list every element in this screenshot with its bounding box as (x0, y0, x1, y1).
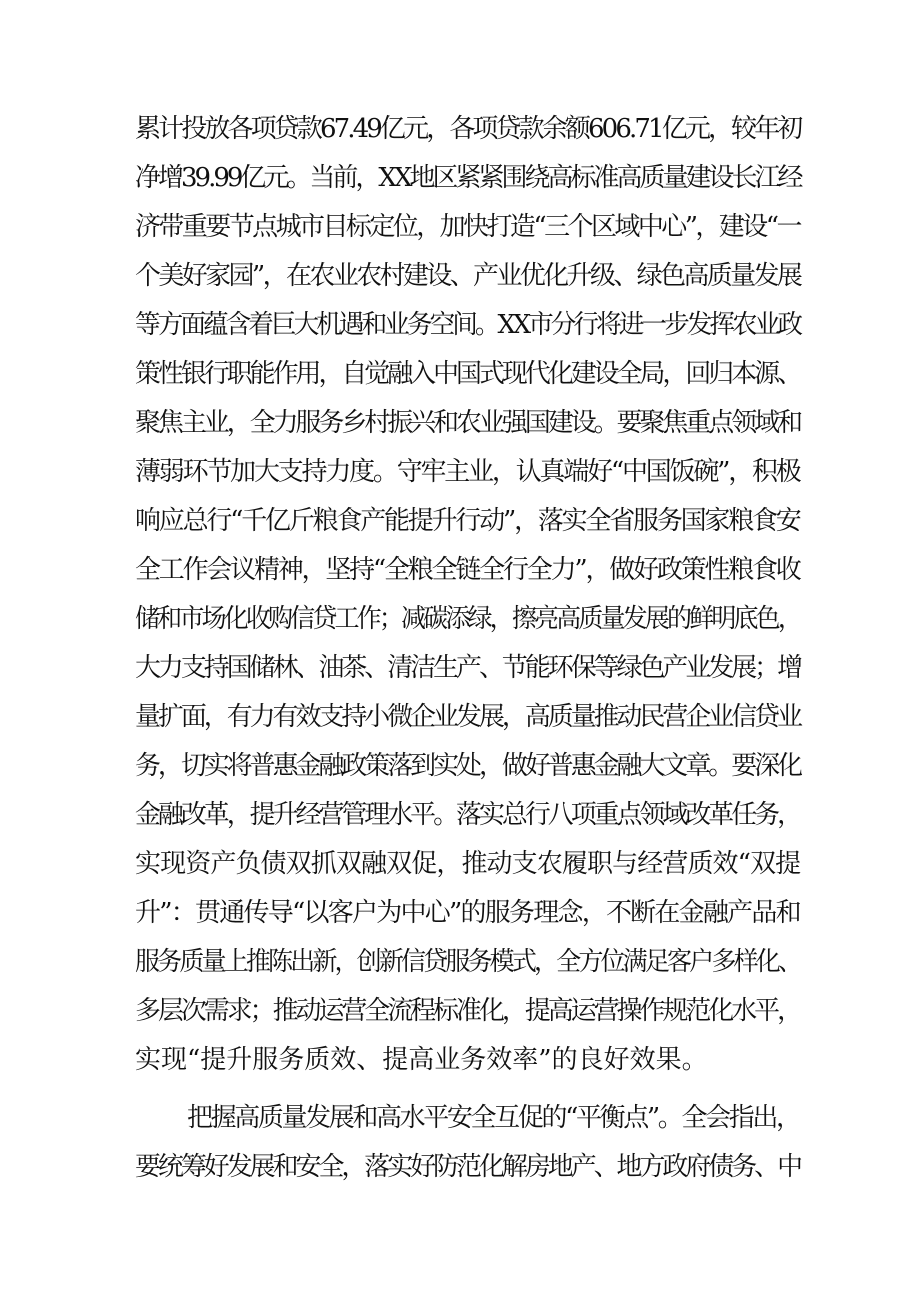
paragraph-line: 多层次需求；推动运营全流程标准化，提高运营操作规范化水平， (135, 996, 801, 1026)
paragraph-line: 实现“提升服务质效、提高业务效率”的良好效果。 (135, 1045, 708, 1075)
paragraph-line: 大力支持国储林、油茶、清洁生产、节能环保等绿色产业发展；增 (135, 653, 801, 683)
paragraph-line: 金融改革，提升经营管理水平。落实总行八项重点领域改革任务， (135, 800, 801, 830)
paragraph-line: 薄弱环节加大支持力度。守牢主业，认真端好“中国饭碗”，积极 (135, 457, 800, 487)
paragraph-line: 策性银行职能作用，自觉融入中国式现代化建设全局，回归本源、 (135, 359, 801, 389)
paragraph-line: 全工作会议精神，坚持“全粮全链全行全力”，做好政策性粮食收 (135, 555, 800, 585)
paragraph-line: 个美好家园”，在农业农村建设、产业优化升级、绿色高质量发展 (135, 261, 801, 291)
paragraph-line: 把握高质量发展和高水平安全互促的“平衡点”。全会指出， (187, 1103, 800, 1133)
paragraph-line: 储和市场化收购信贷工作；减碳添绿，擦亮高质量发展的鲜明底色， (135, 604, 801, 634)
paragraph-line: 升”：贯通传导“以客户为中心”的服务理念，不断在金融产品和 (135, 898, 800, 928)
paragraph-line: 等方面蕴含着巨大机遇和业务空间。XX市分行将进一步发挥农业政 (135, 310, 801, 340)
paragraph-line: 实现资产负债双抓双融双促，推动支农履职与经营质效“双提 (135, 849, 801, 879)
paragraph-line: 济带重要节点城市目标定位，加快打造“三个区域中心”，建设“一 (135, 212, 800, 242)
paragraph-line: 响应总行“千亿斤粮食产能提升行动”，落实全省服务国家粮食安 (135, 506, 800, 536)
paragraph-line: 累计投放各项贷款67.49亿元，各项贷款余额606.71亿元，较年初 (135, 114, 801, 144)
paragraph-line: 净增39.99亿元。当前，XX地区紧紧围绕高标准高质量建设长江经 (135, 163, 801, 193)
paragraph-line: 聚焦主业，全力服务乡村振兴和农业强国建设。要聚焦重点领域和 (135, 408, 801, 438)
paragraph-line: 服务质量上推陈出新，创新信贷服务模式，全方位满足客户多样化、 (135, 947, 801, 977)
paragraph-line: 要统筹好发展和安全，落实好防范化解房地产、地方政府债务、中 (135, 1152, 801, 1182)
paragraph-line: 务，切实将普惠金融政策落到实处，做好普惠金融大文章。要深化 (135, 751, 801, 781)
paragraph-line: 量扩面，有力有效支持小微企业发展，高质量推动民营企业信贷业 (135, 702, 801, 732)
